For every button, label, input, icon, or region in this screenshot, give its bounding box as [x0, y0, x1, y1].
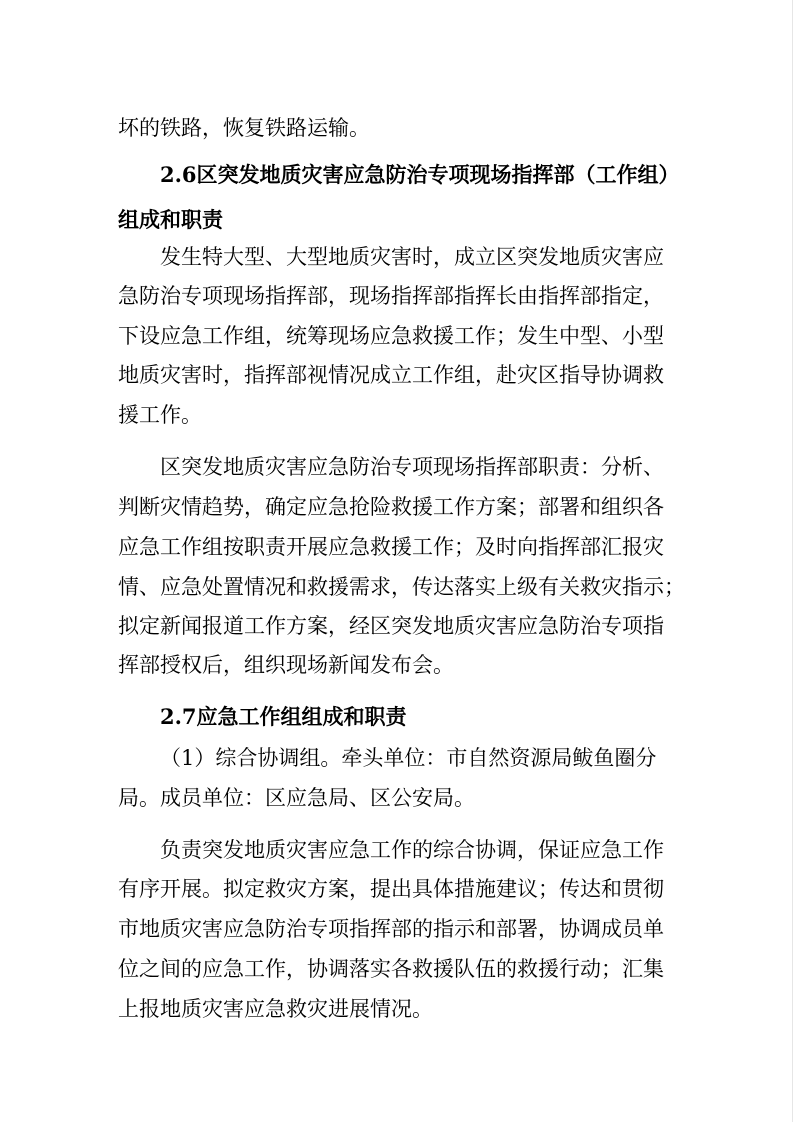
- paragraph-line: 发生特大型、大型地质灾害时，成立区突发地质灾害应: [160, 245, 664, 269]
- paragraph-line: 情、应急处置情况和救援需求，传达落实上级有关救灾指示；: [118, 575, 685, 599]
- paragraph-line: 援工作。: [118, 403, 202, 427]
- paragraph-line: 区突发地质灾害应急防治专项现场指挥部职责：分析、: [160, 455, 664, 479]
- paragraph-line: 位之间的应急工作，协调落实各救援队伍的救援行动；汇集: [118, 957, 664, 981]
- paragraph-line: 负责突发地质灾害应急工作的综合协调，保证应急工作: [160, 838, 664, 862]
- paragraph-line: 挥部授权后，组织现场新闻发布会。: [118, 653, 454, 677]
- paragraph-line: 坏的铁路，恢复铁路运输。: [118, 116, 370, 140]
- paragraph-line: （1）综合协调组。牵头单位：市自然资源局鲅鱼圈分: [160, 746, 657, 770]
- paragraph-line: 上报地质灾害应急救灾进展情况。: [118, 997, 433, 1021]
- paragraph-line: 急防治专项现场指挥部，现场指挥部指挥长由指挥部指定，: [118, 284, 664, 308]
- paragraph-line: 局。成员单位：区应急局、区公安局。: [118, 786, 475, 810]
- paragraph-line: 市地质灾害应急防治专项指挥部的指示和部署，协调成员单: [118, 917, 664, 941]
- paragraph-line: 地质灾害时，指挥部视情况成立工作组，赴灾区指导协调救: [118, 363, 664, 387]
- section-heading-2-6-continued: 组成和职责: [118, 207, 223, 232]
- paragraph-line: 应急工作组按职责开展应急救援工作；及时向指挥部汇报灾: [118, 535, 664, 559]
- paragraph-line: 判断灾情趋势，确定应急抢险救援工作方案；部署和组织各: [118, 495, 664, 519]
- paragraph-line: 下设应急工作组，统筹现场应急救援工作；发生中型、小型: [118, 324, 664, 348]
- paragraph-line: 拟定新闻报道工作方案，经区突发地质灾害应急防治专项指: [118, 614, 664, 638]
- paragraph-line: 有序开展。拟定救灾方案，提出具体措施建议；传达和贯彻: [118, 877, 664, 901]
- section-heading-2-6: 2.6区突发地质灾害应急防治专项现场指挥部（工作组）: [160, 162, 680, 187]
- section-heading-2-7: 2.7应急工作组组成和职责: [160, 704, 407, 729]
